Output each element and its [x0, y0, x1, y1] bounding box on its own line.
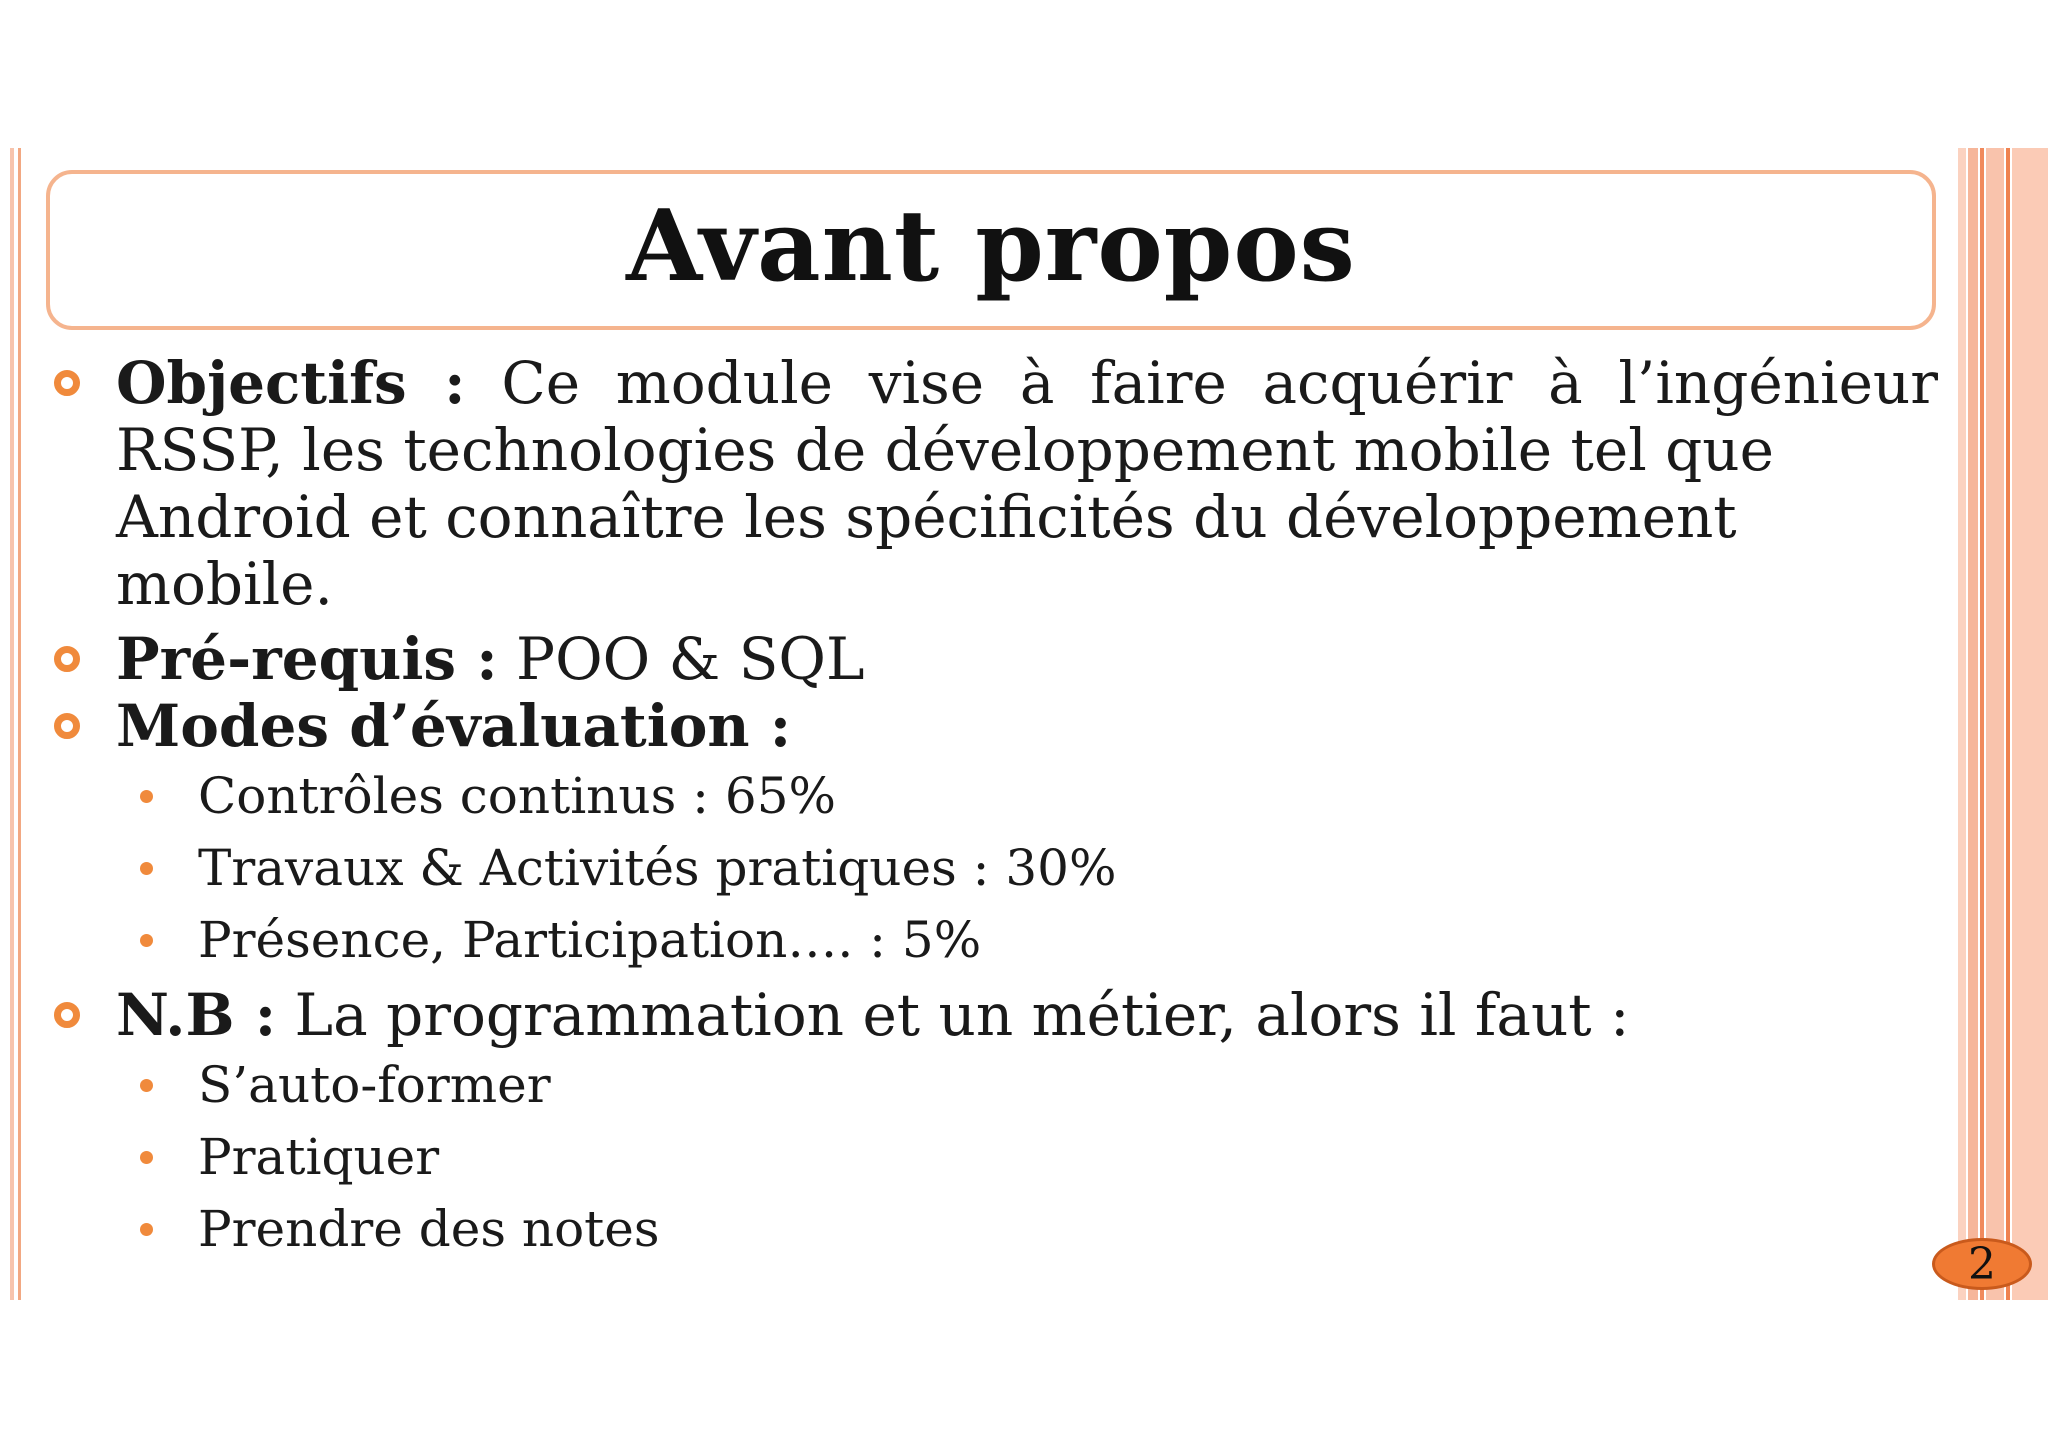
title-box [46, 170, 1936, 330]
nb-text: La programmation et un métier, alors il faut : [276, 981, 1630, 1049]
nb-subitem [48, 1049, 1948, 1121]
circle-bullet-icon [54, 646, 80, 672]
left-line-inner [18, 148, 21, 1300]
evaluation-subitem [48, 832, 1948, 904]
dot-bullet-icon [140, 1223, 153, 1236]
dot-bullet-icon [140, 934, 153, 947]
prerequis-text: POO & SQL [497, 625, 865, 693]
nb-subitem [48, 1193, 1948, 1265]
dot-bullet-icon [140, 790, 153, 803]
stripe [1980, 148, 1984, 1300]
stripe [1968, 148, 1978, 1300]
prerequis-line [116, 626, 1948, 693]
circle-bullet-icon [54, 713, 80, 739]
stripe [2006, 148, 2010, 1300]
dot-bullet-icon [140, 1151, 153, 1164]
prerequis-label: Pré-requis : [116, 625, 498, 693]
evaluation-label: Modes d’évaluation : [116, 692, 792, 760]
stripe [1986, 148, 2004, 1300]
list-item-objectifs [48, 350, 1948, 618]
list-item-prerequis [48, 626, 1948, 693]
dot-bullet-icon [140, 862, 153, 875]
page-number: 2 [1968, 1238, 1996, 1290]
nb-subitem-text: Pratiquer [198, 1128, 440, 1186]
stripe [1958, 148, 1966, 1300]
list-item-nb [48, 982, 1948, 1049]
dot-bullet-icon [140, 1079, 153, 1092]
slide-title: Avant propos [626, 188, 1356, 304]
nb-subitem-text: S’auto-former [198, 1056, 551, 1114]
right-decorative-stripes [1958, 148, 2048, 1300]
objectifs-last-line: Android et connaître les spécificités du développement mobile. [116, 483, 1737, 618]
evaluation-subitem [48, 904, 1948, 976]
nb-subitem [48, 1121, 1948, 1193]
evaluation-subitem-text: Présence, Participation…. : 5% [198, 911, 982, 969]
objectifs-text: Ce module vise à faire acquérir à l’ingénieur RSSP, les technologies de développement mobile tel que [116, 349, 1939, 484]
page-number-badge [1932, 1238, 2032, 1290]
evaluation-subitem [48, 760, 1948, 832]
nb-label: N.B : [116, 981, 277, 1049]
objectifs-label: Objectifs : [116, 349, 466, 417]
left-decorative-lines [10, 148, 24, 1300]
objectifs-paragraph [116, 350, 1938, 484]
nb-subitem-text: Prendre des notes [198, 1200, 660, 1258]
evaluation-subitem-text: Travaux & Activités pratiques : 30% [198, 839, 1117, 897]
slide-content [48, 350, 1948, 1265]
circle-bullet-icon [54, 1002, 80, 1028]
circle-bullet-icon [54, 370, 80, 396]
stripe [2012, 148, 2048, 1300]
list-item-evaluation [48, 693, 1948, 760]
nb-line [116, 982, 1948, 1049]
evaluation-subitem-text: Contrôles continus : 65% [198, 767, 837, 825]
left-line-outer [10, 148, 14, 1300]
